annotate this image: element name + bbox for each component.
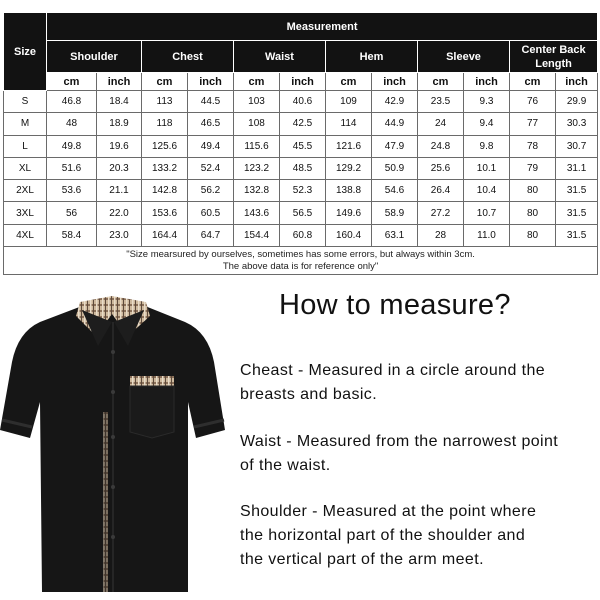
button-5 (111, 535, 115, 539)
chest-line-2: breasts and basic. (240, 386, 378, 403)
button-1 (111, 350, 115, 354)
shoulder-description (240, 500, 600, 572)
table-cell: 44.9 (372, 113, 418, 135)
size-label: S (4, 91, 47, 113)
table-cell: 27.2 (418, 202, 464, 224)
table-cell: 45.5 (280, 135, 326, 157)
unit-header: cm (418, 73, 464, 91)
unit-header: cm (234, 73, 280, 91)
table-cell: 29.9 (556, 91, 598, 113)
table-cell: 10.1 (464, 157, 510, 179)
table-cell: 48 (47, 113, 97, 135)
size-note-line1: "Size mearsured by ourselves, sometimes has some errors, but always within 3cm. (126, 248, 475, 260)
table-cell: 149.6 (326, 202, 372, 224)
table-cell: 109 (326, 91, 372, 113)
table-cell: 48.5 (280, 157, 326, 179)
shirt-image (0, 292, 225, 600)
waist-line-2: of the waist. (240, 457, 331, 474)
table-cell: 125.6 (142, 135, 188, 157)
table-row (4, 224, 598, 246)
size-chart-table (3, 12, 598, 275)
column-header: Hem (326, 41, 418, 73)
table-row (4, 157, 598, 179)
button-3 (111, 435, 115, 439)
table-cell: 58.4 (47, 224, 97, 246)
table-row (4, 180, 598, 202)
unit-header: inch (556, 73, 598, 91)
table-cell: 9.8 (464, 135, 510, 157)
measurement-header: Measurement (47, 13, 598, 41)
size-label: 3XL (4, 202, 47, 224)
table-cell: 164.4 (142, 224, 188, 246)
table-cell: 9.4 (464, 113, 510, 135)
unit-header: inch (280, 73, 326, 91)
unit-header: inch (372, 73, 418, 91)
unit-header-row (4, 73, 598, 91)
table-cell: 114 (326, 113, 372, 135)
table-cell: 28 (418, 224, 464, 246)
table-cell: 60.8 (280, 224, 326, 246)
size-label: 2XL (4, 180, 47, 202)
table-cell: 160.4 (326, 224, 372, 246)
placket-trim (103, 412, 108, 592)
size-note (4, 247, 598, 275)
table-cell: 80 (510, 224, 556, 246)
table-cell: 30.3 (556, 113, 598, 135)
shoulder-line-3: the vertical part of the arm meet. (240, 551, 484, 568)
size-header: Size (4, 13, 47, 91)
table-cell: 31.5 (556, 180, 598, 202)
table-cell: 46.5 (188, 113, 234, 135)
table-cell: 79 (510, 157, 556, 179)
table-cell: 138.8 (326, 180, 372, 202)
table-cell: 22.0 (97, 202, 142, 224)
table-cell: 142.8 (142, 180, 188, 202)
table-cell: 44.5 (188, 91, 234, 113)
table-cell: 121.6 (326, 135, 372, 157)
table-cell: 50.9 (372, 157, 418, 179)
waist-line-1: Waist - Measured from the narrowest point (240, 433, 559, 450)
table-cell: 31.1 (556, 157, 598, 179)
table-cell: 52.4 (188, 157, 234, 179)
table-row (4, 113, 598, 135)
table-cell: 30.7 (556, 135, 598, 157)
chest-line-1: Cheast - Measured in a circle around the (240, 362, 546, 379)
table-row (4, 202, 598, 224)
table-cell: 123.2 (234, 157, 280, 179)
table-cell: 31.5 (556, 224, 598, 246)
table-cell: 80 (510, 202, 556, 224)
table-cell: 49.8 (47, 135, 97, 157)
column-header: Shoulder (47, 41, 142, 73)
table-cell: 56 (47, 202, 97, 224)
chest-pocket (130, 386, 174, 438)
column-header: Sleeve (418, 41, 510, 73)
table-row (4, 91, 598, 113)
unit-header: inch (188, 73, 234, 91)
table-cell: 21.1 (97, 180, 142, 202)
column-header: Waist (234, 41, 326, 73)
shoulder-line-1: Shoulder - Measured at the point where (240, 503, 537, 520)
table-cell: 77 (510, 113, 556, 135)
table-cell: 11.0 (464, 224, 510, 246)
table-cell: 154.4 (234, 224, 280, 246)
table-cell: 58.9 (372, 202, 418, 224)
table-cell: 18.4 (97, 91, 142, 113)
table-cell: 113 (142, 91, 188, 113)
table-cell: 40.6 (280, 91, 326, 113)
pocket-trim (130, 376, 174, 386)
size-rows (4, 91, 598, 247)
size-note-line2: The above data is for reference only" (222, 260, 379, 272)
table-cell: 24 (418, 113, 464, 135)
chest-description (240, 359, 600, 407)
table-cell: 129.2 (326, 157, 372, 179)
table-cell: 10.4 (464, 180, 510, 202)
size-label: M (4, 113, 47, 135)
table-cell: 53.6 (47, 180, 97, 202)
button-2 (111, 390, 115, 394)
table-cell: 49.4 (188, 135, 234, 157)
column-header: Chest (142, 41, 234, 73)
table-cell: 42.9 (372, 91, 418, 113)
table-cell: 132.8 (234, 180, 280, 202)
unit-header: cm (510, 73, 556, 91)
unit-header: cm (142, 73, 188, 91)
table-row (4, 135, 598, 157)
table-cell: 26.4 (418, 180, 464, 202)
unit-header: inch (464, 73, 510, 91)
table-cell: 108 (234, 113, 280, 135)
table-cell: 115.6 (234, 135, 280, 157)
table-cell: 80 (510, 180, 556, 202)
table-cell: 23.5 (418, 91, 464, 113)
table-cell: 9.3 (464, 91, 510, 113)
size-label: XL (4, 157, 47, 179)
table-cell: 20.3 (97, 157, 142, 179)
unit-header: inch (97, 73, 142, 91)
column-header-row (4, 41, 598, 73)
shoulder-line-2: the horizontal part of the shoulder and (240, 527, 526, 544)
table-cell: 133.2 (142, 157, 188, 179)
button-4 (111, 485, 115, 489)
table-cell: 56.2 (188, 180, 234, 202)
table-cell: 10.7 (464, 202, 510, 224)
table-cell: 42.5 (280, 113, 326, 135)
table-cell: 23.0 (97, 224, 142, 246)
unit-header: cm (326, 73, 372, 91)
column-header: Center Back Length (510, 41, 598, 73)
table-cell: 143.6 (234, 202, 280, 224)
size-label: 4XL (4, 224, 47, 246)
table-cell: 78 (510, 135, 556, 157)
table-cell: 18.9 (97, 113, 142, 135)
table-cell: 25.6 (418, 157, 464, 179)
waist-description (240, 430, 600, 478)
table-cell: 52.3 (280, 180, 326, 202)
unit-header: cm (47, 73, 97, 91)
table-cell: 153.6 (142, 202, 188, 224)
table-cell: 118 (142, 113, 188, 135)
table-cell: 56.5 (280, 202, 326, 224)
how-to-measure-title: How to measure? (279, 289, 511, 321)
table-cell: 103 (234, 91, 280, 113)
table-cell: 76 (510, 91, 556, 113)
table-cell: 31.5 (556, 202, 598, 224)
table-cell: 19.6 (97, 135, 142, 157)
size-label: L (4, 135, 47, 157)
table-cell: 47.9 (372, 135, 418, 157)
table-cell: 64.7 (188, 224, 234, 246)
table-cell: 63.1 (372, 224, 418, 246)
table-cell: 54.6 (372, 180, 418, 202)
table-cell: 24.8 (418, 135, 464, 157)
table-cell: 60.5 (188, 202, 234, 224)
table-cell: 51.6 (47, 157, 97, 179)
table-cell: 46.8 (47, 91, 97, 113)
